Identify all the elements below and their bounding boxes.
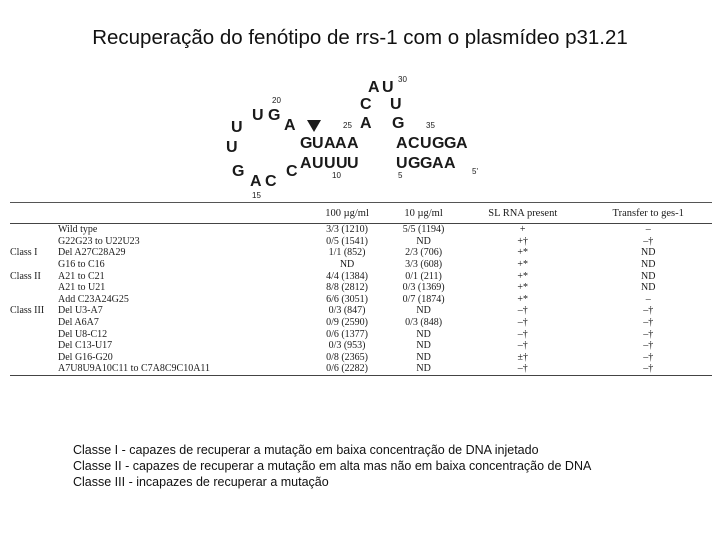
class-notes [73,442,591,490]
mutation-cell: Del A27C28A29 [58,247,126,259]
header-mutation [58,203,308,224]
result-10ug-cell: ND [416,328,431,340]
result-100ug-cell: 0/6 (2282) [308,363,386,375]
note-class-ii: Classe II - capazes de recuperar a mutação em alta mas não em baixa concentração de DNA [73,459,592,473]
transfer-cell: ND [640,270,656,282]
class-cell: Class III [10,305,45,317]
result-100ug-cell: 8/8 (2812) [326,282,369,294]
nucleotide: A [324,135,336,152]
mutation-cell: A21 to C21 [58,270,105,282]
nucleotide: G [392,115,405,132]
nucleotide: U [382,79,394,96]
sl-rna-cell: –† [517,340,528,352]
class-cell [10,352,58,364]
table-row [10,294,712,306]
table-row [10,259,712,271]
position-number: 15 [252,191,261,200]
result-100ug-cell: 0/6 (1377) [326,328,369,340]
table-row [10,340,712,352]
result-10ug-cell: 5/5 (1194) [402,224,445,236]
sl-rna-cell: +† [517,235,529,247]
nucleotide: G [268,107,281,124]
sl-rna-cell: –† [517,305,528,317]
nucleotide: A [396,135,408,152]
note-class-i: Classe I - capazes de recuperar a mutação em baixa concentração de DNA injetado [73,443,539,457]
nucleotide: C [360,96,372,113]
sl-rna-cell: –† [517,328,528,340]
class-cell [10,224,58,236]
table-row [10,224,712,236]
nucleotide: A [444,155,456,172]
header-100ug: 100 µg/ml [308,203,386,224]
position-number: 35 [426,121,435,130]
mutation-cell: G16 to C16 [58,259,105,271]
result-10ug-cell: ND [416,305,431,317]
table-row [10,247,712,259]
result-100ug-cell: 6/6 (3051) [326,293,369,305]
table-row [10,363,712,375]
result-100ug-cell: ND [339,259,355,271]
nucleotide: G [232,163,245,180]
nucleotide: A [456,135,468,152]
result-10ug-cell: ND [416,235,431,247]
class-cell [10,236,58,248]
position-number: 20 [272,96,281,105]
mutation-cell: Del C13-U17 [58,340,113,352]
nucleotide: G [432,135,445,152]
result-10ug-cell: ND [416,351,431,363]
nucleotide: A [284,117,296,134]
sl-rna-cell: +* [517,293,529,305]
nucleotide: C [408,135,420,152]
note-class-iii: Classe III - incapazes de recuperar a mutação [73,475,329,489]
slide-title: Recuperação do fenótipo de rrs-1 com o plasmídeo p31.21 [92,26,628,49]
header-class [10,203,58,224]
nucleotide: A [432,155,444,172]
nucleotide: U [420,135,432,152]
result-100ug-cell: 3/3 (1210) [326,224,369,236]
nucleotide: A [347,135,359,152]
header-sl-rna: SL RNA present [461,203,584,224]
nucleotide: G [300,135,313,152]
transfer-cell: ND [640,247,656,259]
class-cell [10,259,58,271]
class-cell [10,328,58,340]
mutation-cell: A7U8U9A10C11 to C7A8C9C10A11 [58,363,308,375]
result-100ug-cell: 0/9 (2590) [326,317,369,329]
class-cell: Class II [10,270,41,282]
nucleotide: A [360,115,372,132]
nucleotide: U [312,135,324,152]
table-row [10,317,712,329]
table-row [10,282,712,294]
sl-rna-cell: ±† [517,351,528,363]
transfer-cell: – [645,293,651,305]
sl-rna-cell: +* [517,282,529,294]
nucleotide: U [336,155,348,172]
mutation-cell: Add C23A24G25 [58,293,129,305]
result-10ug-cell: 0/1 (211) [405,270,442,282]
result-10ug-cell: 0/3 (848) [405,317,443,329]
nucleotide: U [396,155,408,172]
transfer-cell: –† [643,351,654,363]
class-cell [10,282,58,294]
sl-rna-cell: –† [517,317,528,329]
transfer-cell: –† [643,305,654,317]
results-table [10,203,712,376]
nucleotide: A [300,155,312,172]
nucleotide: G [408,155,421,172]
sl-rna-cell: +* [517,259,529,271]
nucleotide: U [312,155,324,172]
nucleotide: G [420,155,433,172]
rna-secondary-structure [200,70,500,200]
table-row [10,236,712,248]
nucleotide: C [265,173,277,190]
nucleotide: A [368,79,380,96]
class-cell [10,340,58,352]
nucleotide: U [252,107,264,124]
class-cell: Class I [10,247,38,259]
position-number: 25 [343,121,352,130]
result-100ug-cell: 0/3 (847) [328,305,366,317]
position-number: 5' [472,167,478,176]
result-10ug-cell: 2/3 (706) [405,247,443,259]
result-10ug-cell: ND [386,363,461,375]
sl-rna-cell: +* [517,270,529,282]
table-row [10,352,712,364]
nucleotide: U [390,96,402,113]
transfer-cell: ND [640,259,656,271]
nucleotide: U [347,155,359,172]
result-100ug-cell: 0/5 (1541) [326,235,369,247]
nucleotide: U [231,119,243,136]
transfer-cell: –† [643,317,654,329]
mutation-cell: G22G23 to U22U23 [58,235,140,247]
class-cell [10,317,58,329]
transfer-cell: –† [643,235,654,247]
result-100ug-cell: 0/8 (2365) [326,351,369,363]
transfer-cell: – [645,224,651,236]
transfer-cell: –† [584,363,712,375]
mutation-cell: Del G16-G20 [58,351,113,363]
class-cell [10,363,58,375]
position-number: 5 [398,171,403,180]
result-10ug-cell: ND [416,340,431,352]
sl-rna-cell: +* [517,247,529,259]
nucleotide: U [226,139,238,156]
transfer-cell: –† [643,328,654,340]
header-10ug: 10 µg/ml [386,203,461,224]
sl-rna-cell: + [519,224,526,236]
sl-rna-cell: –† [461,363,584,375]
result-10ug-cell: 0/3 (1369) [402,282,445,294]
position-number: 10 [332,171,341,180]
mutation-cell: Del U3-A7 [58,305,103,317]
position-number: 30 [398,75,407,84]
table-header-row [10,203,712,224]
nucleotide: U [324,155,336,172]
mutation-cell: Wild type [58,224,98,236]
cleavage-site-marker [307,120,321,132]
nucleotide: C [286,163,298,180]
table-row [10,305,712,317]
result-10ug-cell: 3/3 (608) [405,259,443,271]
mutation-cell: Del A6A7 [58,317,99,329]
result-100ug-cell: 4/4 (1384) [326,270,369,282]
header-transfer: Transfer to ges-1 [584,203,712,224]
result-100ug-cell: 0/3 (953) [328,340,366,352]
nucleotide: A [250,173,262,190]
results-table-panel [10,202,712,413]
result-100ug-cell: 1/1 (852) [328,247,366,259]
nucleotide: A [335,135,347,152]
result-10ug-cell: 0/7 (1874) [402,293,445,305]
table-row [10,270,712,282]
mutation-cell: A21 to U21 [58,282,106,294]
mutation-cell: Del U8-C12 [58,328,108,340]
nucleotide: G [444,135,457,152]
transfer-cell: –† [643,340,654,352]
class-cell [10,294,58,306]
table-row [10,328,712,340]
transfer-cell: ND [640,282,656,294]
